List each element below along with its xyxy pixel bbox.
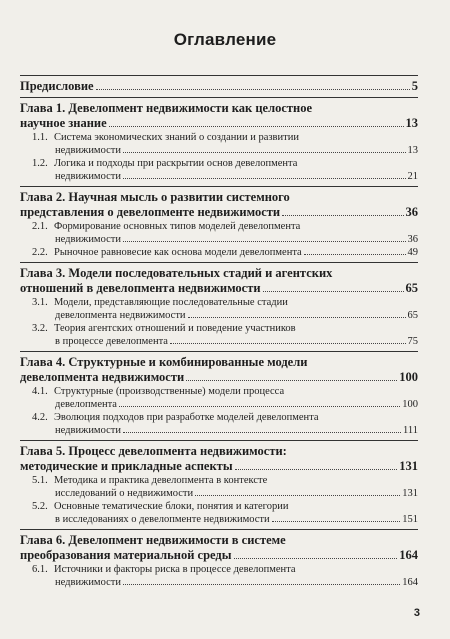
- section-line1-row: [32, 296, 418, 309]
- section-title-line2: девелопмента недвижимости: [55, 310, 186, 321]
- dot-leader: [170, 343, 406, 344]
- divider: [20, 440, 418, 441]
- toc-entry-title: Предисловие: [20, 79, 94, 93]
- dot-leader: [109, 126, 404, 127]
- toc-entry-chapter-3[interactable]: [20, 266, 418, 296]
- dot-leader: [195, 495, 400, 496]
- section-line-row: [32, 246, 418, 259]
- chapter-title-line1: Глава 5. Процесс девелопмента недвижимости:: [20, 444, 287, 458]
- section-line2-row: [32, 398, 418, 411]
- chapter-title-line2: представления о девелопменте недвижимости: [20, 205, 281, 219]
- section-line1-row: [32, 563, 418, 576]
- dot-leader: [123, 152, 406, 153]
- section-title-line1: Методика и практика девелопмента в контексте: [54, 475, 268, 486]
- section-title-line2: недвижимости: [55, 145, 121, 156]
- dot-leader: [234, 558, 398, 559]
- dot-leader: [123, 432, 401, 433]
- toc-entry-section[interactable]: [20, 322, 418, 348]
- section-number: 4.1.: [32, 386, 48, 397]
- section-title-line1: Эволюция подходов при разработке моделей девелопмента: [54, 412, 319, 423]
- section-line2-row: [32, 424, 418, 437]
- section-line1-row: [32, 322, 418, 335]
- section-line2-row: [32, 335, 418, 348]
- toc-page-number: 49: [407, 247, 418, 258]
- dot-leader: [272, 521, 401, 522]
- section-line1-row: [32, 500, 418, 513]
- toc-entry-section[interactable]: [20, 131, 418, 157]
- chapter-title-line2: девелопмента недвижимости: [20, 370, 185, 384]
- dot-leader: [119, 406, 400, 407]
- section-number: 3.1.: [32, 297, 48, 308]
- toc-entry-section[interactable]: [20, 220, 418, 246]
- toc-page-number: 65: [407, 310, 418, 321]
- chapter-title-line2-row: [20, 459, 418, 474]
- dot-leader: [186, 380, 397, 381]
- divider: [20, 97, 418, 98]
- dot-leader: [263, 291, 404, 292]
- toc-page-number: 5: [411, 79, 418, 93]
- page-number: 3: [413, 607, 420, 619]
- toc-page-number: 36: [405, 205, 418, 219]
- table-of-contents: [20, 72, 418, 589]
- dot-leader: [96, 89, 410, 90]
- toc-entry-preface[interactable]: [20, 79, 418, 94]
- section-number: 4.2.: [32, 412, 48, 423]
- section-line1-row: [32, 474, 418, 487]
- section-title-line1: Система экономических знаний о создании и развитии: [54, 132, 299, 143]
- section-title-line2: недвижимости: [55, 577, 121, 588]
- section-line2-row: [32, 233, 418, 246]
- section-title-line2: исследований о недвижимости: [55, 488, 194, 499]
- toc-entry-section[interactable]: [20, 500, 418, 526]
- toc-page-number: 164: [402, 577, 418, 588]
- divider: [20, 75, 418, 76]
- section-title-line1: Источники и факторы риска в процессе девелопмента: [54, 564, 296, 575]
- divider: [20, 262, 418, 263]
- toc-page-number: 151: [402, 514, 418, 525]
- toc-page-number: 100: [402, 399, 418, 410]
- toc-page-number: 100: [399, 370, 418, 384]
- toc-entry-section[interactable]: [20, 385, 418, 411]
- section-title-line2: недвижимости: [55, 171, 121, 182]
- toc-entry-section[interactable]: [20, 411, 418, 437]
- section-title-line1: Теория агентских отношений и поведение участников: [54, 323, 296, 334]
- toc-page-number: 36: [407, 234, 418, 245]
- toc-page-number: 111: [403, 425, 418, 436]
- divider: [20, 351, 418, 352]
- dot-leader: [123, 584, 400, 585]
- chapter-title-line2-row: [20, 548, 418, 563]
- toc-entry-chapter-6[interactable]: [20, 533, 418, 563]
- section-line2-row: [32, 144, 418, 157]
- dot-leader: [235, 469, 398, 470]
- toc-entry-section[interactable]: [20, 474, 418, 500]
- toc-page-number: 65: [405, 281, 418, 295]
- section-number: 2.2.: [32, 247, 48, 258]
- chapter-title-line1: Глава 3. Модели последовательных стадий и агентских: [20, 266, 333, 280]
- toc-page-number: 13: [405, 116, 418, 130]
- toc-entry-chapter-4[interactable]: [20, 355, 418, 385]
- section-line1-row: [32, 131, 418, 144]
- section-number: 5.2.: [32, 501, 48, 512]
- toc-entry-section[interactable]: [20, 296, 418, 322]
- section-title: Рыночное равновесие как основа модели девелопмента: [54, 247, 302, 258]
- section-number: 1.2.: [32, 158, 48, 169]
- chapter-title-line2-row: [20, 205, 418, 220]
- chapter-title-line2-row: [20, 370, 418, 385]
- section-number: 5.1.: [32, 475, 48, 486]
- section-line2-row: [32, 576, 418, 589]
- toc-entry-chapter-1[interactable]: [20, 101, 418, 131]
- section-number: 2.1.: [32, 221, 48, 232]
- dot-leader: [304, 254, 406, 255]
- dot-leader: [282, 215, 403, 216]
- section-line1-row: [32, 157, 418, 170]
- chapter-title-line2: методические и прикладные аспекты: [20, 459, 233, 473]
- chapter-title-line2: научное знание: [20, 116, 107, 130]
- section-number: 6.1.: [32, 564, 48, 575]
- divider: [20, 186, 418, 187]
- section-line1-row: [32, 411, 418, 424]
- section-title-line1: Формирование основных типов моделей девелопмента: [54, 221, 301, 232]
- toc-page-number: 164: [399, 548, 418, 562]
- dot-leader: [188, 317, 406, 318]
- section-title-line2: недвижимости: [55, 234, 121, 245]
- section-title-line1: Основные тематические блоки, понятия и категории: [54, 501, 289, 512]
- section-line2-row: [32, 309, 418, 322]
- page-title: Оглавление: [173, 30, 277, 49]
- toc-entry-chapter-2[interactable]: [20, 190, 418, 220]
- toc-page-number: 131: [402, 488, 418, 499]
- section-title-line2: в исследованиях о девелопменте недвижимости: [55, 514, 270, 525]
- chapter-title-line2: отношений в девелопмента недвижимости: [20, 281, 261, 295]
- dot-leader: [123, 178, 406, 179]
- section-title-line1: Модели, представляющие последовательные стадии: [54, 297, 288, 308]
- section-title-line1: Логика и подходы при раскрытии основ девелопмента: [54, 158, 298, 169]
- section-title-line2: в процессе девелопмента: [55, 336, 168, 347]
- section-title-line2: недвижимости: [55, 425, 121, 436]
- section-number: 3.2.: [32, 323, 48, 334]
- chapter-title-line1: Глава 2. Научная мысль о развитии системного: [20, 190, 290, 204]
- section-line2-row: [32, 513, 418, 526]
- toc-page-number: 75: [407, 336, 418, 347]
- section-line1-row: [32, 385, 418, 398]
- dot-leader: [123, 241, 406, 242]
- toc-entry-section[interactable]: [20, 157, 418, 183]
- section-title-line1: Структурные (производственные) модели процесса: [54, 386, 285, 397]
- toc-entry-section[interactable]: [20, 246, 418, 259]
- chapter-title-line1: Глава 4. Структурные и комбинированные модели: [20, 355, 308, 369]
- section-line1-row: [32, 220, 418, 233]
- chapter-title-line1: Глава 6. Девелопмент недвижимости в системе: [20, 533, 286, 547]
- toc-page-number: 131: [399, 459, 418, 473]
- toc-entry-section[interactable]: [20, 563, 418, 589]
- chapter-title-line1: Глава 1. Девелопмент недвижимости как целостное: [20, 101, 313, 115]
- section-number: 1.1.: [32, 132, 48, 143]
- section-title-line2: девелопмента: [55, 399, 117, 410]
- chapter-title-line2: преобразования материальной среды: [20, 548, 232, 562]
- chapter-title-line2-row: [20, 116, 418, 131]
- divider: [20, 529, 418, 530]
- section-line2-row: [32, 487, 418, 500]
- toc-entry-chapter-5[interactable]: [20, 444, 418, 474]
- section-line2-row: [32, 170, 418, 183]
- toc-page-number: 21: [407, 171, 418, 182]
- chapter-title-line2-row: [20, 281, 418, 296]
- toc-page-number: 13: [407, 145, 418, 156]
